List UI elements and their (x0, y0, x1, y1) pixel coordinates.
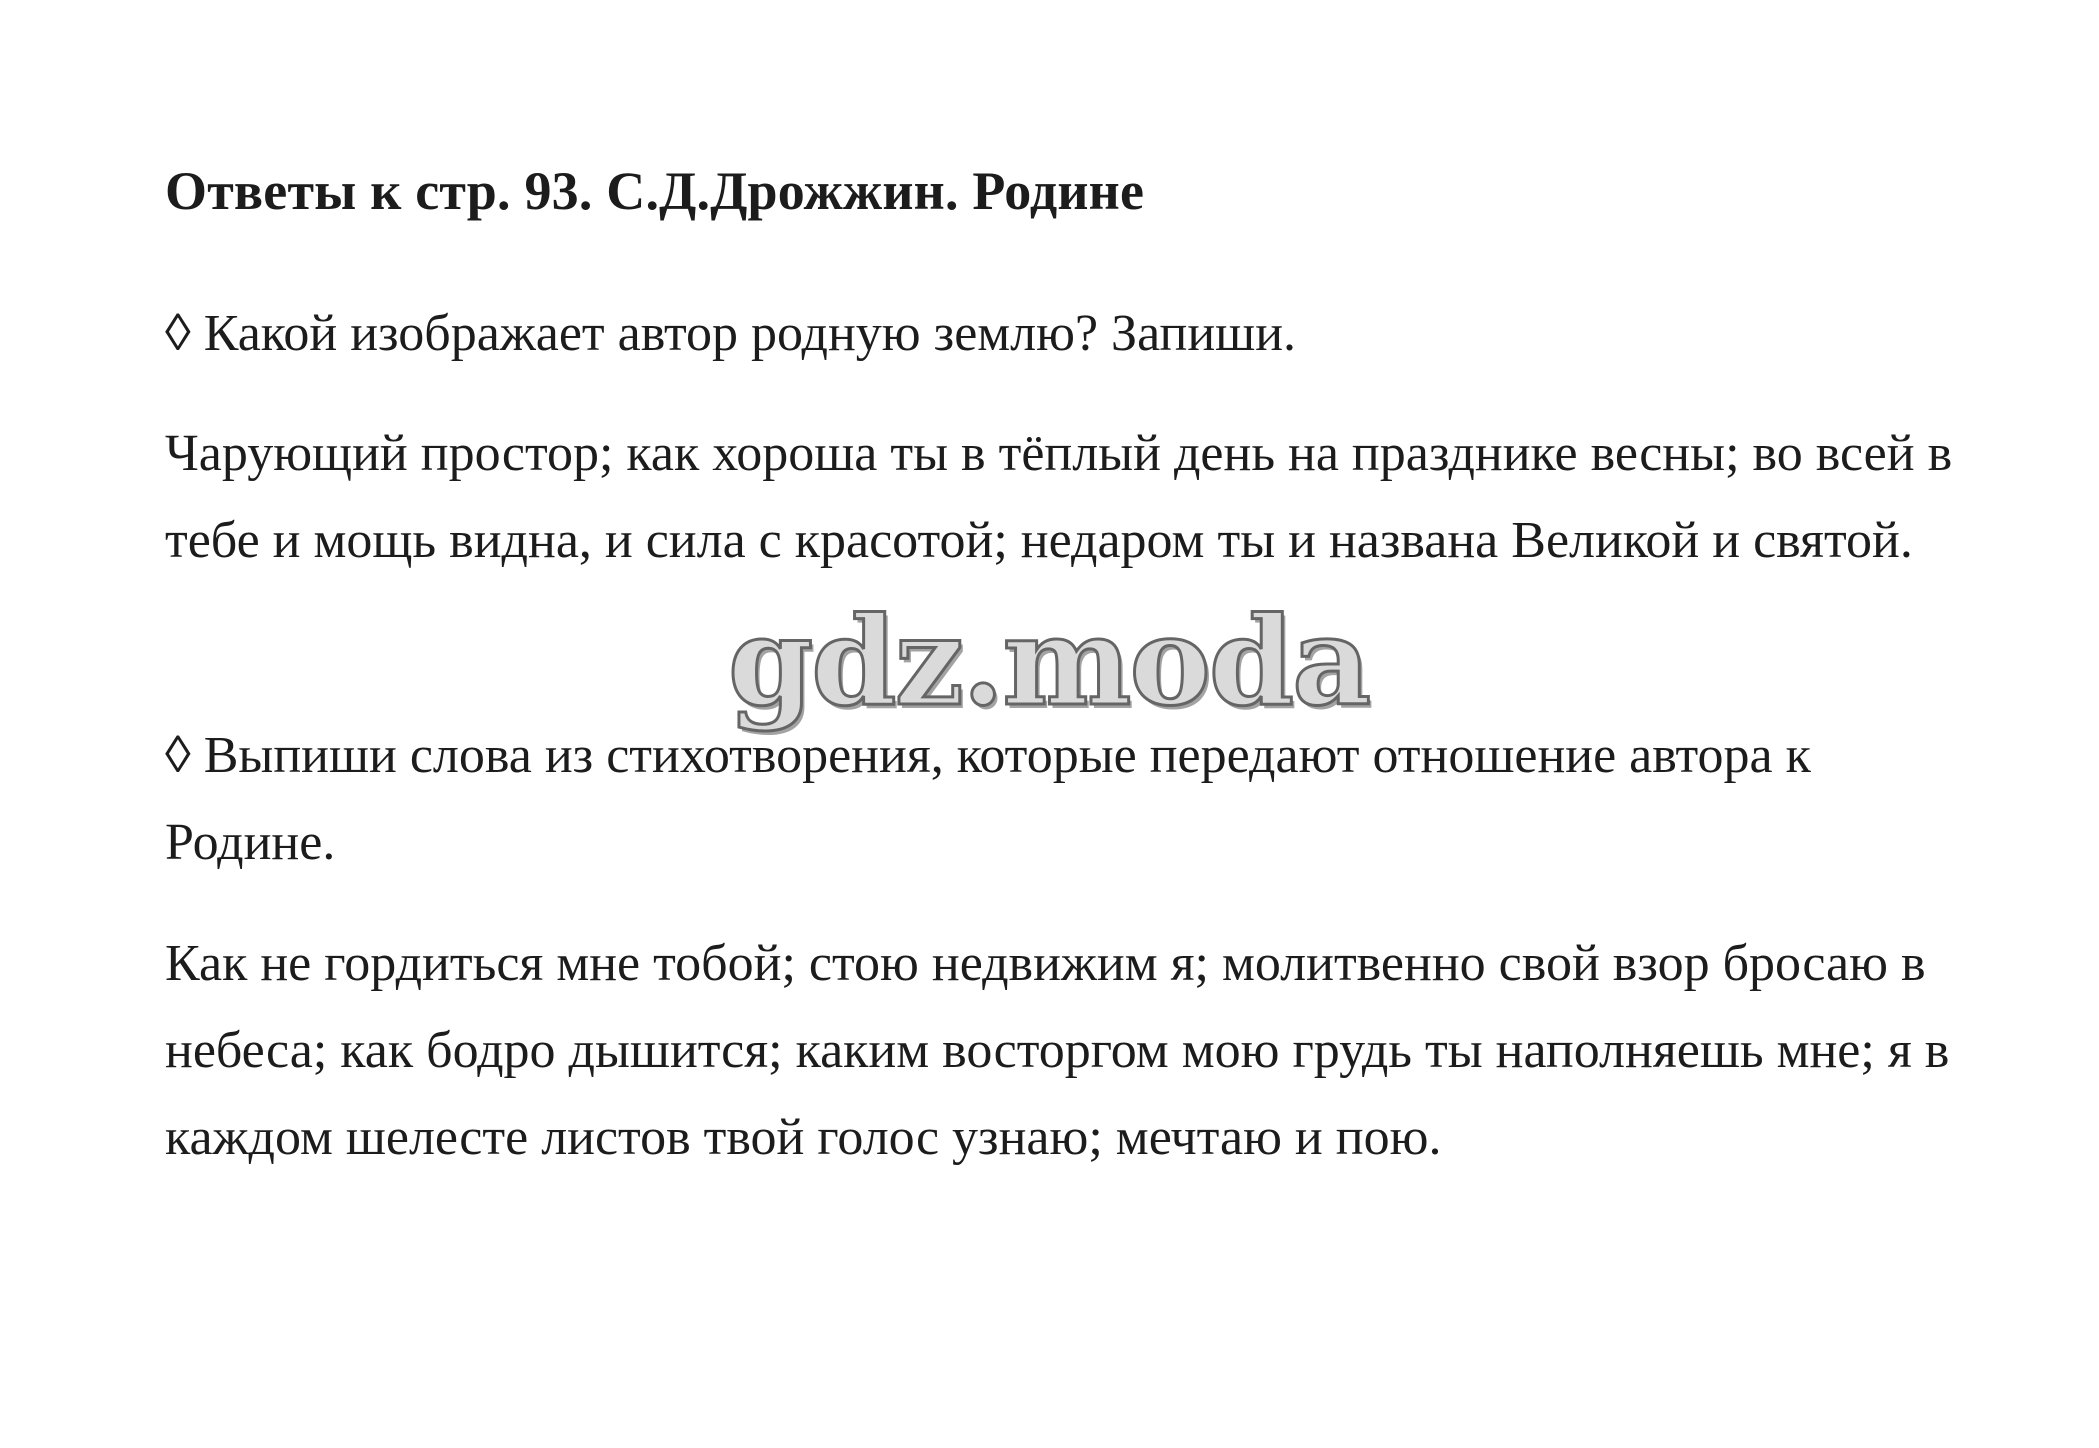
question-1: ◊ Какой изображает автор родную землю? Запиши. (165, 305, 1297, 362)
page-title: Ответы к стр. 93. С.Д.Дрожжин. Родине (165, 161, 1145, 221)
answer-1: Чарующий простор; как хороша ты в тёплый день на празднике весны; во всей в тебе и мощь видна, и сила с красотой; недаром ты и названа Великой и святой. (165, 425, 1953, 569)
watermark-logo: gdz.moda (728, 589, 1370, 733)
answer-2: Как не гордиться мне тобой; стою недвижим я; молитвенно свой взор бросаю в небеса; как бодро дышится; каким восторгом мою грудь ты наполняешь мне; я в каждом шелесте листов твой голос узнаю; мечтаю и пою. (165, 935, 1950, 1166)
question-2: ◊ Выпиши слова из стихотворения, которые передают отношение автора к Родине. (165, 727, 1811, 871)
